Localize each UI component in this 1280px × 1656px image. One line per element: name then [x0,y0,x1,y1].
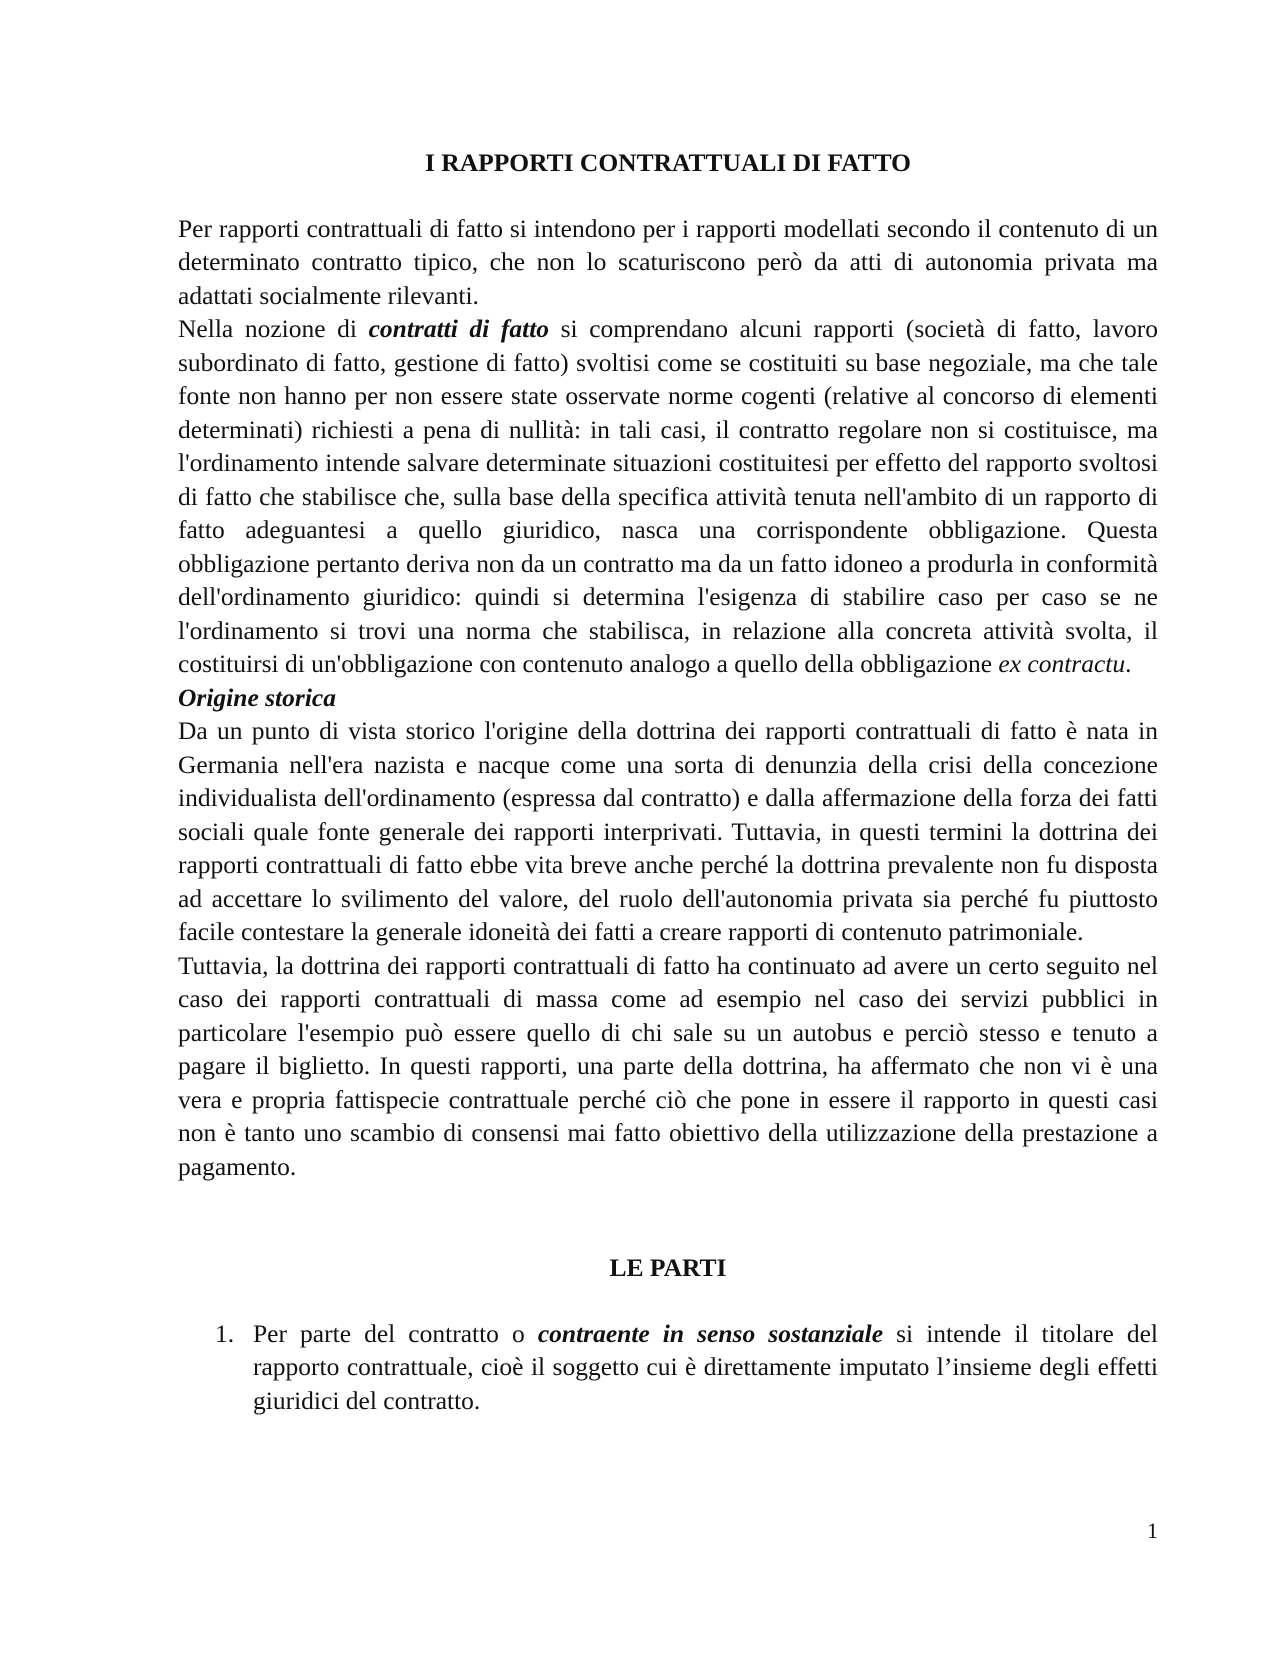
subheading-origine-storica: Origine storica [178,682,336,712]
paragraph-body: si comprendano alcuni rapporti (società di fatto, lavoro subordinato di fatto, gestione di fatto) svoltisi come se costituiti su base negoziale, ma che tale fonte non hanno per non essere state osservate norme cogenti (relative al concorso di elementi determinati) richiesti a pena di nullità: in tali casi, il contratto regolare non si costituisce, ma l'ordinamento intende salvare determinate situazioni costituitesi per effetto del rapporto svoltosi di fatto che stabilisce che, sulla base della specifica attività tenuta nell'ambito di un rapporto di fatto adeguantesi a quello giuridico, nasca una corrispondente obbligazione. Questa obbligazione pertanto deriva non da un contratto ma da un fatto idoneo a produrla in conformità dell'ordinamento giuridico: quindi si determina l'esigenza di stabilire caso per caso se ne l'ordinamento si trovi una norma che stabilisca, in relazione alla concreta attività svolta, il costituirsi di un'obbligazione con contenuto analogo a quello della obbligazione [178,314,1158,678]
page-number: 1 [1147,1518,1158,1543]
italic-ex-contractu: ex contractu [998,649,1126,678]
paragraph-definition: Per rapporti contrattuali di fatto si intendono per i rapporti modellati secondo il contenuto di un determinato contratto tipico, che non lo scaturiscono però da atti di autonomia privata ma adattati socialmente rilevanti. [178,213,1158,310]
list-item-number: 1. [215,1318,235,1348]
paragraph-contratti-di-fatto [178,312,1158,681]
document-title: I RAPPORTI CONTRATTUALI DI FATTO [424,148,912,177]
paragraph-contratti-di-massa: Tuttavia, la dottrina dei rapporti contrattuali di fatto ha continuato ad avere un certo seguito nel caso dei rapporti contrattuali di massa come ad esempio nel caso dei servizi pubblici in particolare l'esempio può essere quello di chi sale su un autobus e perciò stesso e tenuto a pagare il biglietto. In questi rapporti, una parte della dottrina, ha affermato che non vi è una vera e propria fattispecie contrattuale perché ciò che pone in essere il rapporto in questi casi non è tanto uno scambio di consensi mai fatto obiettivo della utilizzazione della prestazione a pagamento. [178,950,1158,1181]
emphasis-contratti-di-fatto: contratti di fatto [368,314,550,343]
list-item [178,1317,1158,1418]
paragraph-end: . [1125,649,1132,678]
parti-list [178,1317,1158,1418]
section-title-le-parti: LE PARTI [609,1253,727,1282]
paragraph-origine: Da un punto di vista storico l'origine della dottrina dei rapporti contrattuali di fatto è nata in Germania nell'era nazista e nacque come una sorta di denunzia della crisi della concezione individualista dell'ordinamento (espressa dal contratto) e dalla affermazione della forza dei fatti sociali quale fonte generale dei rapporti interprivati. Tuttavia, in questi termini la dottrina dei rapporti contrattuali di fatto ebbe vita breve anche perché la dottrina prevalente non fu disposta ad accettare lo svilimento del valore, del ruolo dell'autonomia privata sia perché fu piuttosto facile contestare la generale idoneità dei fatti a creare rapporti di contenuto patrimoniale. [178,716,1158,946]
emphasis-contraente-sostanziale: contraente in senso sostanziale [537,1318,884,1348]
document-body [178,146,1158,1417]
list-item-lead: Per parte del contratto o [253,1318,538,1348]
paragraph-lead: Nella nozione di [178,314,369,343]
list-item-body: si intende il titolare del rapporto contrattuale, cioè il soggetto cui è direttamente imputato l’insieme degli effetti giuridici del contratto. [253,1318,1158,1415]
